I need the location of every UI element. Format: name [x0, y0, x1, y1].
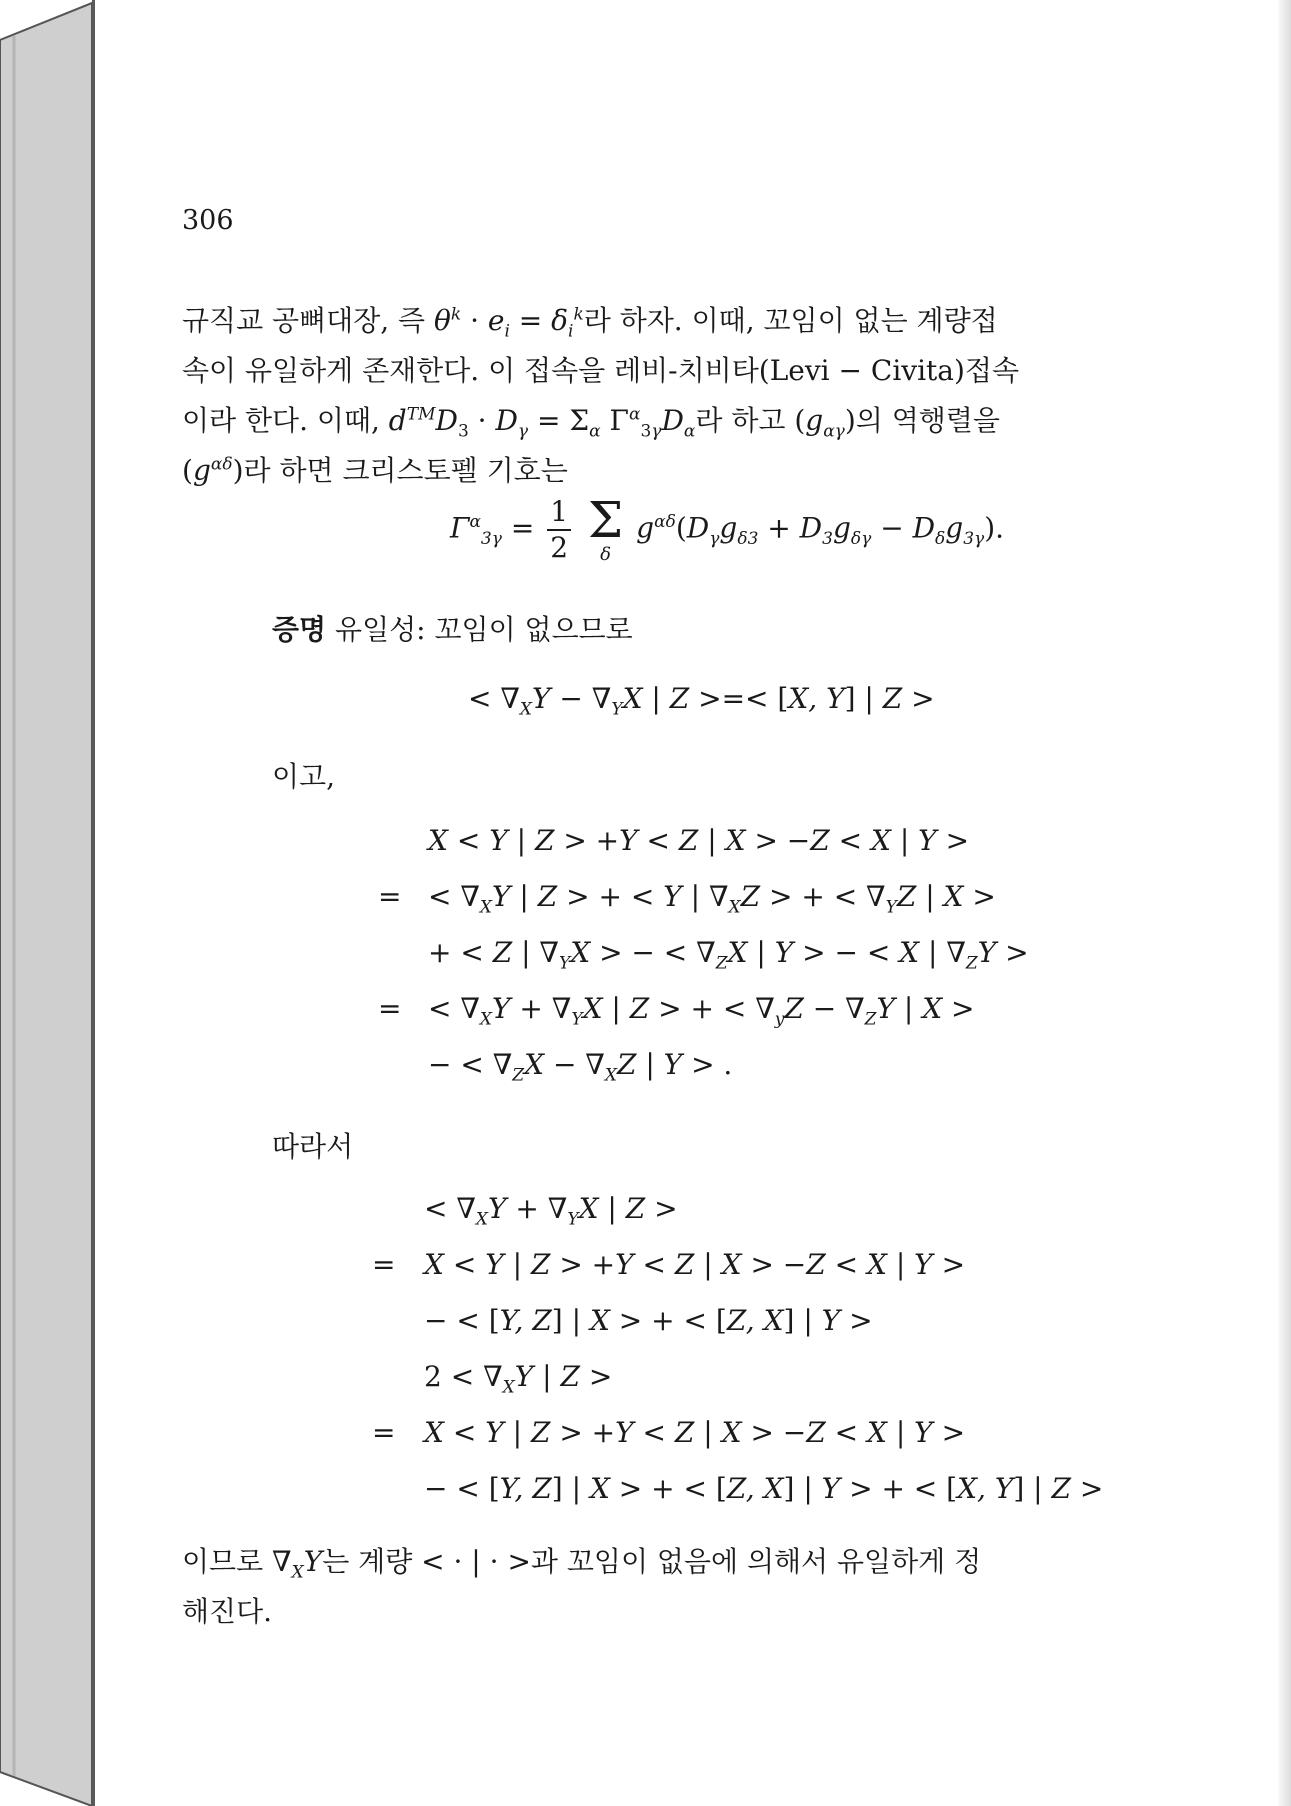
intro-line-3: 이라 한다. 이때, $d™D_3 \cdot D_\gamma = \Sigma_\alpha$ $\Gamma^\alpha_{3\gamma}D_\alpha$라 하고 $(g_{\alpha\gamma})$의 역행렬을: [182, 404, 1000, 442]
word-ttaraseo: 따라서: [272, 1130, 354, 1163]
eq-sign-4: =: [372, 1416, 396, 1449]
page-right-edge: [1278, 0, 1291, 1806]
eq-block1-line-4: < $\nabla_XY + \nabla_YX$ | Z > + < $\nabla_yZ - \nabla_ZY$ | X >: [428, 992, 975, 1030]
eq-sign-3: =: [372, 1248, 396, 1281]
eq-block2-line-1: < $\nabla_XY + \nabla_YX$ | Z >: [424, 1192, 678, 1230]
eq-sign-1: =: [378, 880, 402, 913]
word-igo: 이고,: [272, 760, 335, 793]
intro-line-2: 속이 유일하게 존재한다. 이 접속을 레비-치비타(Levi − Civita)접속: [182, 354, 1020, 387]
torsion-equation: < $\nabla_XY - \nabla_YX$ | Z >=< [X, Y] | Z >: [468, 682, 935, 720]
eq-block2-line-5: X < Y | Z > +Y < Z | X > −Z < X | Y >: [424, 1416, 966, 1449]
eq-block1-line-3: + < Z | $\nabla_YX$ > − < $\nabla_ZX$ | Y > − < X | $\nabla_ZY$ >: [428, 936, 1029, 974]
sum-over-delta: Σ δ: [587, 491, 624, 565]
conclusion-line-2: 해진다.: [182, 1595, 273, 1628]
proof-label: 증명: [272, 613, 327, 646]
eq-block2-line-3: − < [Y, Z] | X > + < [Z, X] | Y >: [424, 1304, 873, 1337]
eq-block1-line-5: − < $\nabla_ZX - \nabla_XZ$ | Y > .: [428, 1048, 733, 1086]
eq-block1-line-1: X < Y | Z > +Y < Z | X > −Z < X | Y >: [428, 824, 970, 857]
eq-sign-2: =: [378, 992, 402, 1025]
eq-block1-line-2: < $\nabla_XY$ | Z > + < Y | $\nabla_XZ$ > + < $\nabla_YZ$ | X >: [428, 880, 996, 918]
eq-block2-line-6: − < [Y, Z] | X > + < [Z, X] | Y > + < [X, Y] | Z >: [424, 1472, 1104, 1505]
intro-paragraph: [182, 296, 1182, 496]
conclusion-paragraph: [182, 1537, 1182, 1637]
proof-heading: [272, 608, 633, 648]
conclusion-line-1: 이므로 $\nabla_XY$는 계량 < · | · >과 꼬임이 없음에 의해서 유일하게 정: [182, 1545, 982, 1583]
eq-block2-line-4: $2 < \nabla_XY$ | Z >: [424, 1360, 613, 1398]
book-spine: [0, 0, 92, 1806]
page-number: 306: [182, 205, 234, 236]
christoffel-formula: $\Gamma^\alpha_{3\gamma}$ = $\frac{1}{2}$ Σ δ $g^{\alpha\delta}(D_\gamma g_{\delta 3} + D_3g_{\delta\gamma} - D_\delta g_{3\gamma})$.: [450, 491, 1005, 565]
intro-line-4: $(g^{\alpha\delta})$라 하면 크리스토펠 기호는: [182, 454, 568, 487]
fraction-one-half: $\frac{1}{2}$: [547, 495, 571, 565]
eq-block2-line-2: X < Y | Z > +Y < Z | X > −Z < X | Y >: [424, 1248, 966, 1281]
intro-line-1: 규직교 공뼈대장, 즉 $\theta^k \cdot e_i = \delta_i^k$라 하자. 이때, 꼬임이 없는 계량접: [182, 304, 998, 342]
proof-intro: 유일성: 꼬임이 없으므로: [335, 613, 633, 646]
